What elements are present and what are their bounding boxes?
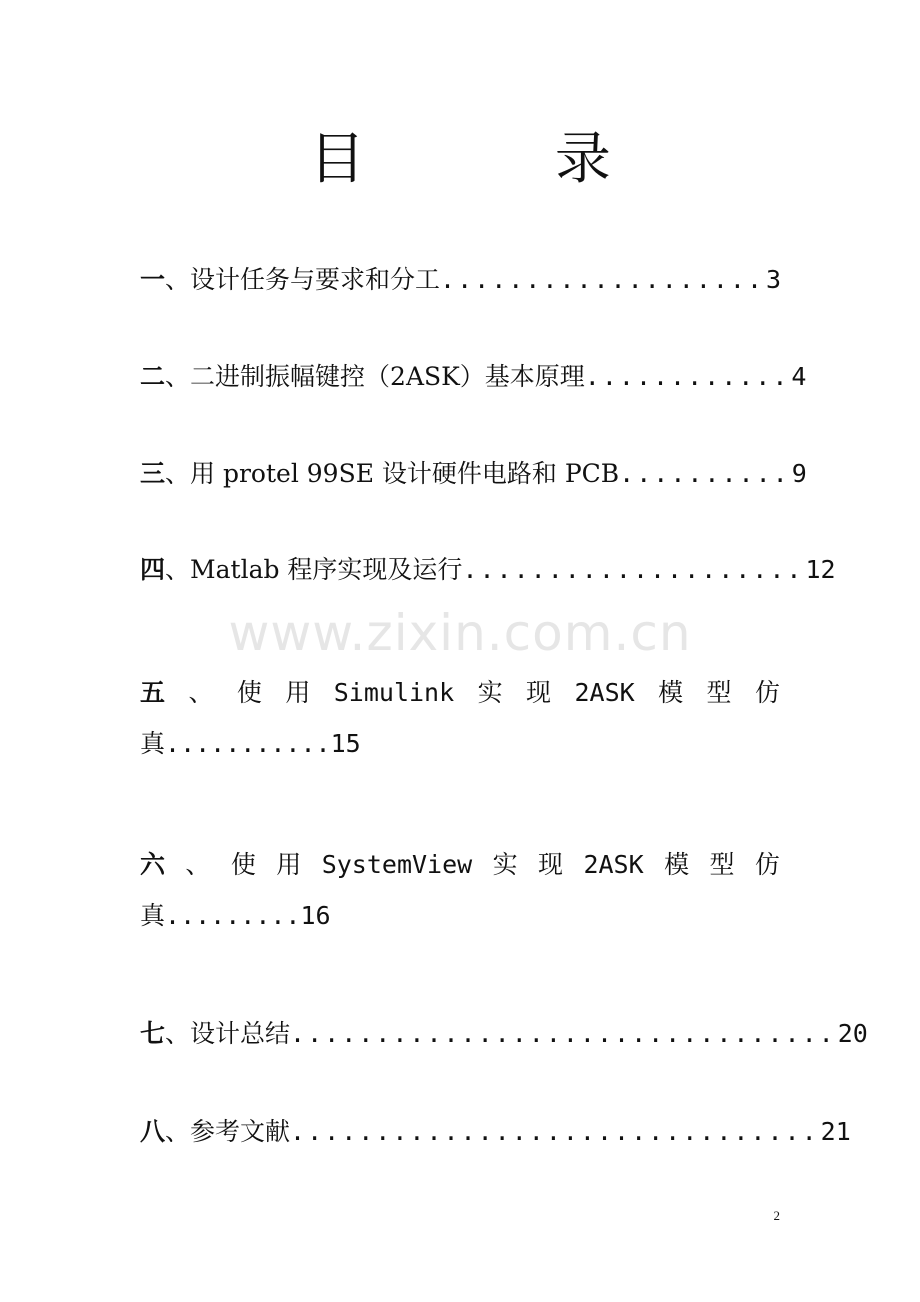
toc-entry-page: 3 xyxy=(766,265,782,294)
toc-entry-number: 二 xyxy=(140,362,166,391)
toc-entry-line1 xyxy=(140,676,780,710)
toc-entry-separator: 、 xyxy=(165,459,191,488)
toc-entry-page: 4 xyxy=(791,362,807,391)
toc-entry-word: 用 xyxy=(285,678,311,707)
toc-entry-text: 真 xyxy=(140,901,166,930)
toc-entry-text: 二进制振幅键控（2ASK）基本原理 xyxy=(190,362,585,391)
toc-entry-leader: .................... xyxy=(462,555,804,584)
toc-entry-word: 2ASK xyxy=(583,850,644,879)
toc-entry-6[interactable] xyxy=(140,848,780,933)
toc-entry-leader: ............................... xyxy=(290,1117,819,1146)
toc-entry-leader: ................... xyxy=(440,265,765,294)
toc-entry-text: Matlab 程序实现及运行 xyxy=(190,555,463,584)
toc-entry-leader: ................................ xyxy=(290,1019,836,1048)
toc-entry-word: 仿 xyxy=(754,678,780,707)
toc-entry-page: 16 xyxy=(300,901,331,930)
toc-entry-word: 2ASK xyxy=(574,678,635,707)
toc-entry-number: 五 xyxy=(140,678,166,707)
toc-entry-separator: 、 xyxy=(165,1117,191,1146)
toc-entry-word: SystemView xyxy=(321,850,473,879)
toc-entry-word: 使 xyxy=(236,678,262,707)
toc-entry-line2 xyxy=(140,727,780,761)
toc-entry-line2 xyxy=(140,899,780,933)
toc-entry-word: 现 xyxy=(526,678,552,707)
watermark: www.zixin.com.cn xyxy=(228,604,692,662)
toc-entry-1[interactable] xyxy=(140,263,780,297)
toc-entry-word: 仿 xyxy=(754,850,780,879)
toc-entry-separator: 、 xyxy=(165,362,191,391)
toc-entry-word: 实 xyxy=(477,678,503,707)
toc-entry-page: 12 xyxy=(805,555,836,584)
toc-entry-leader: .......... xyxy=(619,459,790,488)
toc-entry-leader: ......... xyxy=(165,901,301,930)
toc-entry-page: 9 xyxy=(791,459,807,488)
toc-entry-separator: 、 xyxy=(165,1019,191,1048)
page-title: 目 录 xyxy=(309,127,697,192)
toc-entry-text: 用 protel 99SE 设计硬件电路和 PCB xyxy=(190,459,620,488)
toc-entry-word: 型 xyxy=(709,850,735,879)
toc-entry-separator: 、 xyxy=(165,265,191,294)
toc-entry-word: 现 xyxy=(538,850,564,879)
toc-entry-leader: ........... xyxy=(165,729,331,758)
toc-entry-line1 xyxy=(140,848,780,882)
toc-entry-word: 用 xyxy=(276,850,302,879)
toc-entry-number: 六 xyxy=(140,850,166,879)
toc-entry-word: 模 xyxy=(658,678,684,707)
toc-entry-word: 型 xyxy=(706,678,732,707)
toc-entry-5[interactable] xyxy=(140,676,780,761)
toc-entry-word: 实 xyxy=(492,850,518,879)
toc-entry-page: 20 xyxy=(837,1019,868,1048)
toc-entry-separator: 、 xyxy=(165,555,191,584)
toc-entry-word: 模 xyxy=(664,850,690,879)
toc-entry-number: 一 xyxy=(140,265,166,294)
toc-entry-page: 21 xyxy=(820,1117,851,1146)
toc-entry-2[interactable] xyxy=(140,360,807,394)
toc-entry-word: 使 xyxy=(230,850,256,879)
toc-entry-page: 15 xyxy=(330,729,361,758)
toc-entry-number: 三 xyxy=(140,459,166,488)
toc-entry-separator: 、 xyxy=(188,678,214,707)
toc-entry-8[interactable] xyxy=(140,1115,851,1149)
toc-entry-text: 真 xyxy=(140,729,166,758)
toc-entry-text: 设计任务与要求和分工 xyxy=(190,265,441,294)
toc-entry-3[interactable] xyxy=(140,457,807,491)
toc-entry-text: 设计总结 xyxy=(190,1019,291,1048)
toc-entry-text: 参考文献 xyxy=(190,1117,291,1146)
toc-entry-number: 八 xyxy=(140,1117,166,1146)
page-number: 2 xyxy=(773,1208,780,1223)
toc-entry-7[interactable] xyxy=(140,1017,868,1051)
toc-entry-number: 四 xyxy=(140,555,166,584)
toc-entry-separator: 、 xyxy=(185,850,211,879)
toc-entry-word: Simulink xyxy=(333,678,455,707)
toc-entry-4[interactable] xyxy=(140,553,836,587)
toc-entry-leader: ............ xyxy=(584,362,790,391)
toc-entry-number: 七 xyxy=(140,1019,166,1048)
